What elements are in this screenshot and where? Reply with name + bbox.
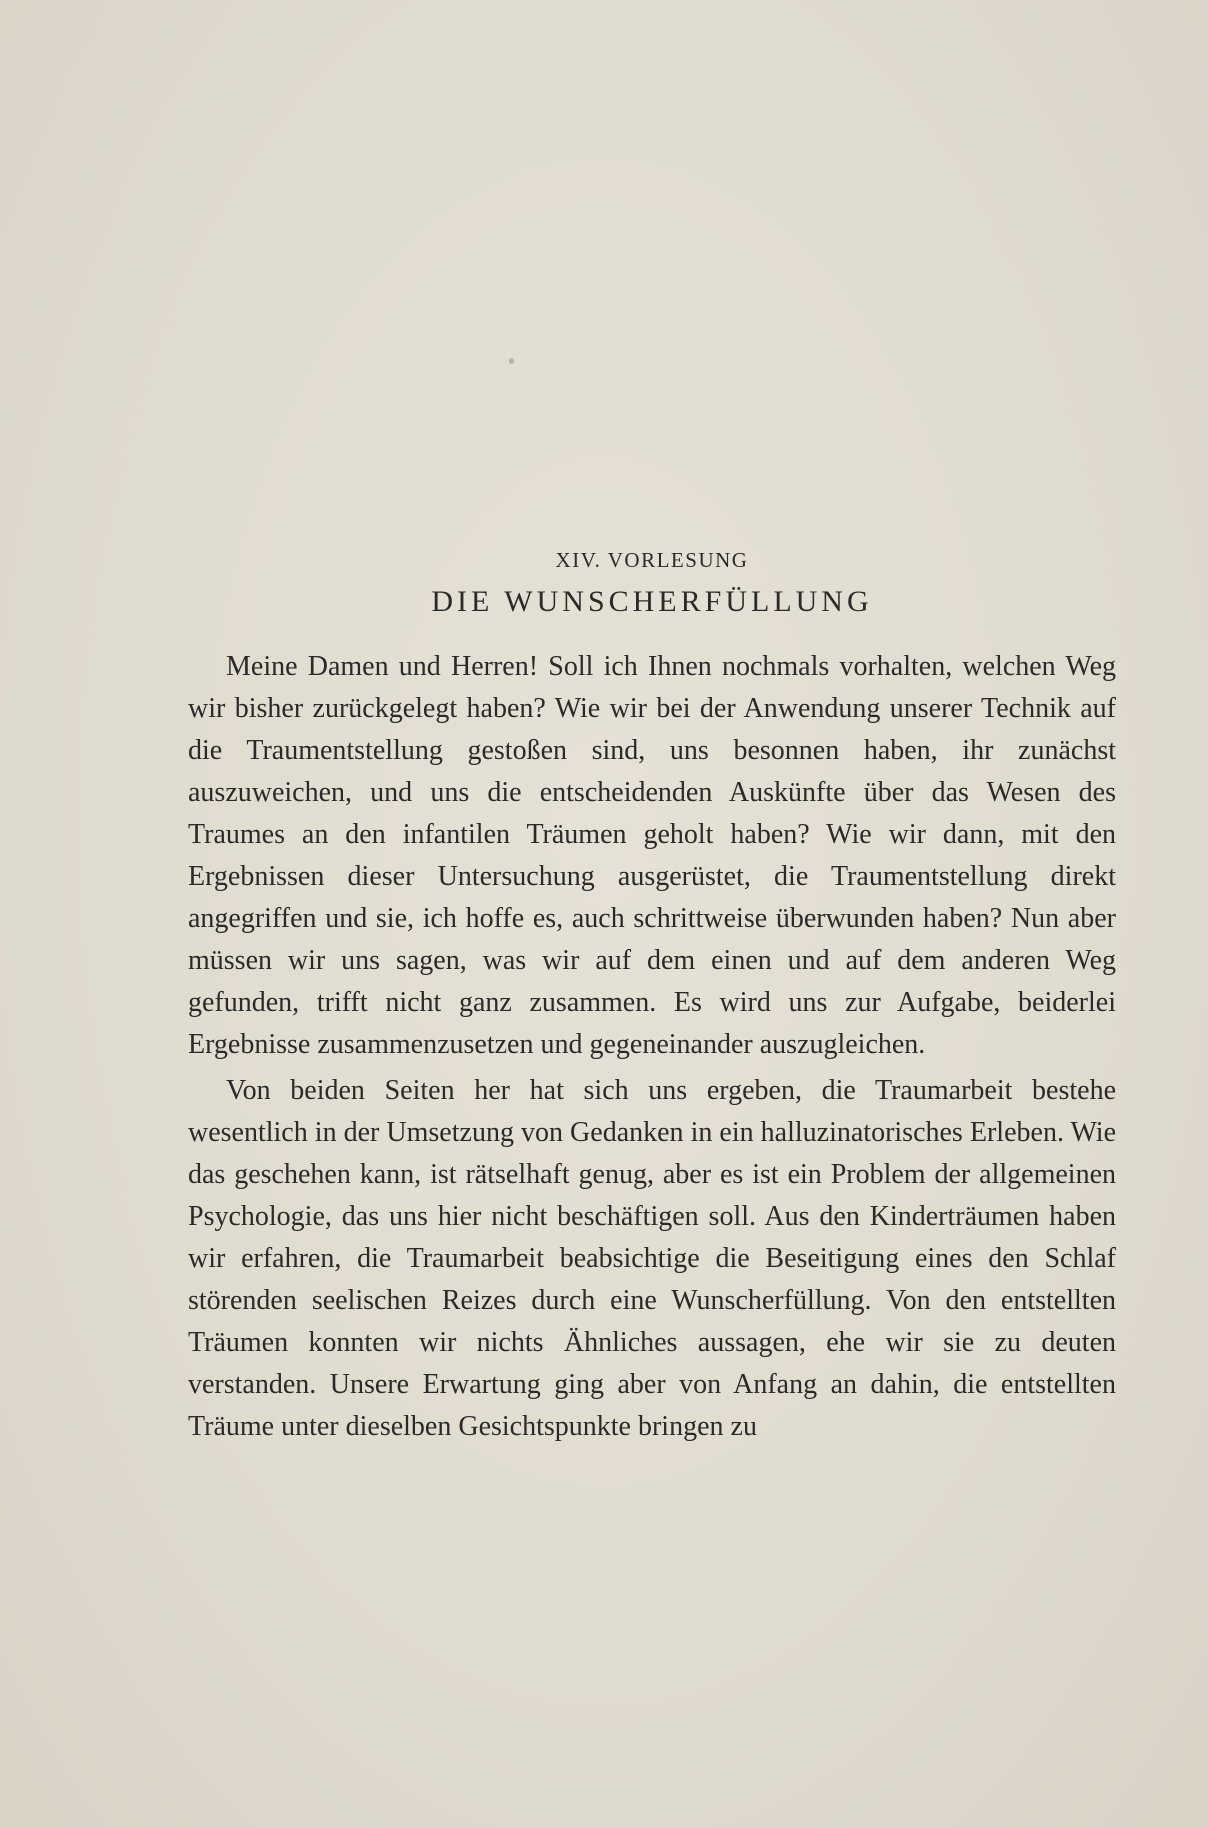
chapter-number: XIV. VORLESUNG bbox=[555, 548, 749, 572]
paragraph-1: Meine Damen und Herren! Soll ich Ihnen nochmals vorhalten, welchen Weg wir bisher zurückgelegt haben? Wie wir bei der Anwendung unserer Technik auf die Traumentstellung gestoßen sind, uns besonnen haben, ihr zunächst auszuweichen, und uns die entscheidenden Auskünfte über das Wesen des Traumes an den infantilen Träumen geholt haben? Wie wir dann, mit den Ergebnissen dieser Untersuchung ausgerüstet, die Traumentstellung direkt angegriffen und sie, ich hoffe es, auch schrittweise überwunden haben? Nun aber müssen wir uns sagen, was wir auf dem einen und auf dem anderen Weg gefunden, trifft nicht ganz zusammen. Es wird uns zur Aufgabe, beiderlei Ergebnisse zusammenzusetzen und gegeneinander auszugleichen. bbox=[188, 651, 1116, 1060]
paragraph-2: Von beiden Seiten her hat sich uns ergeben, die Traumarbeit bestehe wesentlich in der Umsetzung von Gedanken in ein halluzinatorisches Erleben. Wie das geschehen kann, ist rätselhaft genug, aber es ist ein Problem der allgemeinen Psychologie, das uns hier nicht beschäftigen soll. Aus den Kinderträumen haben wir erfahren, die Traumarbeit beabsichtige die Beseitigung eines den Schlaf störenden seelischen Reizes durch eine Wunscherfüllung. Von den entstellten Träumen konnten wir nichts Ähnliches aussagen, ehe wir sie zu deuten verstanden. Unsere Erwartung ging aber von Anfang an dahin, die entstellten Träume unter dieselben Gesichtspunkte bringen zu bbox=[188, 1075, 1116, 1442]
chapter-title: DIE WUNSCHERFÜLLUNG bbox=[431, 585, 873, 618]
paper-speck bbox=[509, 358, 514, 364]
text-block bbox=[188, 540, 1116, 1452]
